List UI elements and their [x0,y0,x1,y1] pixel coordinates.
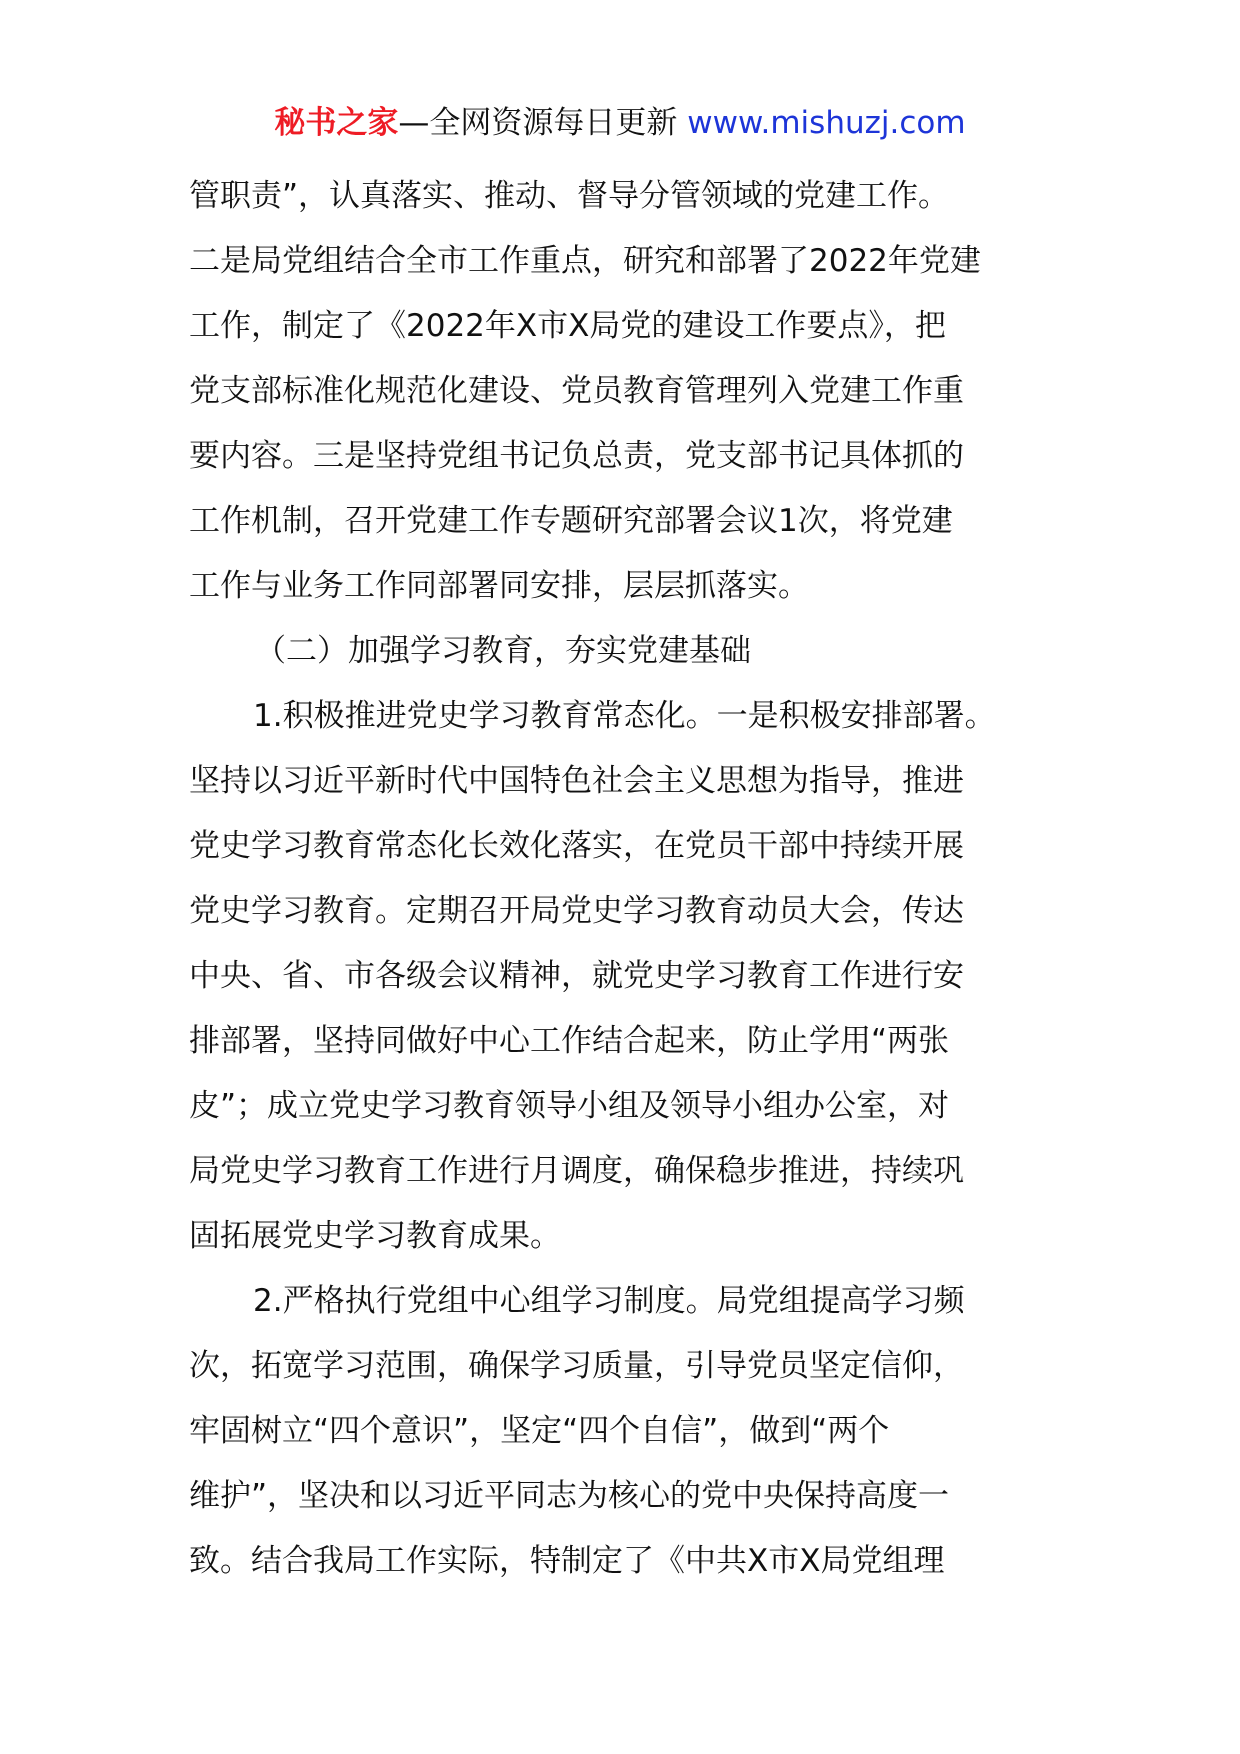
text-line: 要内容。三是坚持党组书记负总责，党支部书记具体抓的 [189,438,964,474]
text-line: 牢固树立“四个意识”，坚定“四个自信”，做到“两个 [189,1413,890,1449]
text-line: 皮”；成立党史学习教育领导小组及领导小组办公室，对 [189,1088,950,1124]
text-line: 局党史学习教育工作进行月调度，确保稳步推进，持续巩 [189,1153,964,1189]
text-line: 坚持以习近平新时代中国特色社会主义思想为指导，推进 [189,763,964,799]
section-heading: （二）加强学习教育，夯实党建基础 [255,633,751,669]
text-line: 次，拓宽学习范围，确保学习质量，引导党员坚定信仰， [189,1348,964,1384]
document-body [189,164,1069,1594]
paragraph-first-line: 1.积极推进党史学习教育常态化。一是积极安排部署。 [253,698,996,734]
text-line: 致。结合我局工作实际，特制定了《中共X市X局党组理 [189,1543,945,1579]
text-line: 二是局党组结合全市工作重点，研究和部署了2022年党建 [189,243,981,279]
text-line: 维护”，坚决和以习近平同志为核心的党中央保持高度一 [189,1478,950,1514]
text-line: 党史学习教育常态化长效化落实，在党员干部中持续开展 [189,828,964,864]
paragraph-first-line: 2.严格执行党组中心组学习制度。局党组提高学习频 [253,1283,965,1319]
text-line: 工作与业务工作同部署同安排，层层抓落实。 [189,568,809,604]
text-line: 党史学习教育。定期召开局党史学习教育动员大会，传达 [189,893,964,929]
site-watermark-header [0,100,1240,146]
site-url: www.mishuzj.com [687,105,966,141]
text-line: 管职责”，认真落实、推动、督导分管领域的党建工作。 [189,178,950,214]
brand-name: 秘书之家 [274,105,399,141]
brand-tagline: —全网资源每日更新 [398,105,678,141]
text-line: 工作机制，召开党建工作专题研究部署会议1次，将党建 [189,503,953,539]
text-line: 党支部标准化规范化建设、党员教育管理列入党建工作重 [189,373,964,409]
text-line: 工作，制定了《2022年X市X局党的建设工作要点》，把 [189,308,946,344]
text-line: 固拓展党史学习教育成果。 [189,1218,561,1254]
text-line: 排部署，坚持同做好中心工作结合起来，防止学用“两张 [189,1023,950,1059]
text-line: 中央、省、市各级会议精神，就党史学习教育工作进行安 [189,958,964,994]
